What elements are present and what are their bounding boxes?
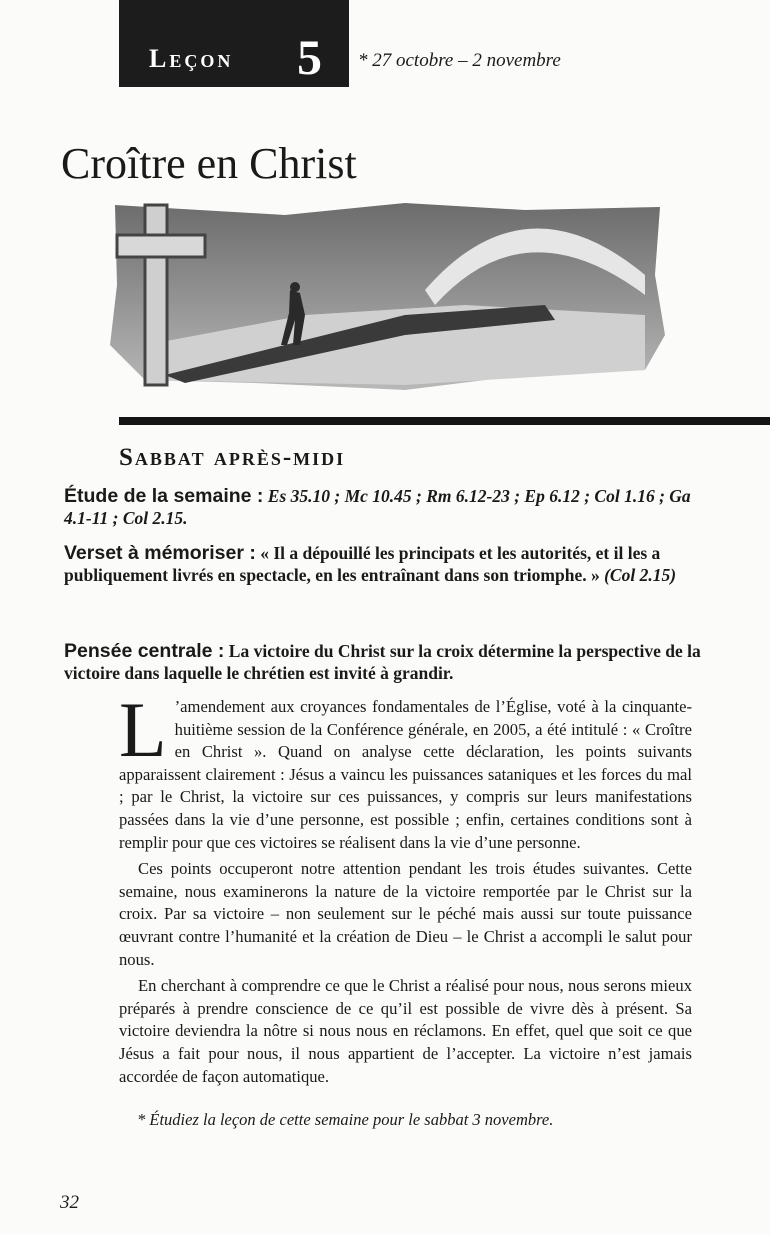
verset-block <box>64 542 694 586</box>
body-text <box>119 686 692 1088</box>
pensee-label: Pensée centrale : <box>64 640 225 662</box>
etude-block <box>64 485 694 529</box>
pensee-text: La victoire du Christ sur la croix détermine la perspective de la victoire dans laquelle le chrétien est invité à grandir. <box>64 641 701 683</box>
lesson-number: 5 <box>297 29 322 85</box>
verset-text: « Il a dépouillé les principats et les autorités, et il les a publiquement livrés en spectacle, en les entraînant dans son triomphe. » <box>64 543 661 585</box>
paragraph-2: Ces points occuperont notre attention pendant les trois études suivantes. Cette semaine, nous examinerons la nature de la victoire remportée par le Christ sur la croix. Par sa victoire – non seulement sur le péché mais aussi sur toute puissance œuvrant contre l’humanité et la création de Dieu – le Christ a accompli le salut pour nous. <box>119 859 692 969</box>
section-heading: Sabbat après-midi <box>119 444 346 471</box>
paragraph-1-text: ’amendement aux croyances fondamentales de l’Église, voté à la cinquante-huitième session de la Conférence générale, en 2005, a été intitulé : « Croître en Christ ». Quand on analyse cette déclaration, les points suivants apparaissent clairement : Jésus a vaincu les puissances sataniques et les forces du mal ; par le Christ, la victoire sur ces puissances, y compris sur leurs manifestations passées dans la vie d’une personne, est possible ; enfin, certaines conditions sont à remplir pour que ces victoires se réalisent dans la vie d’une personne. <box>119 697 692 852</box>
verset-ref: (Col 2.15) <box>604 565 677 585</box>
etude-label: Étude de la semaine : <box>64 485 264 507</box>
lesson-dates: * 27 octobre – 2 novembre <box>358 50 561 71</box>
pensee-block <box>64 640 704 684</box>
lesson-banner <box>119 0 349 87</box>
lesson-word: Leçon <box>149 44 234 73</box>
footnote: * Étudiez la leçon de cette semaine pour le sabbat 3 novembre. <box>137 1110 554 1129</box>
etude-refs: Es 35.10 ; Mc 10.45 ; Rm 6.12-23 ; Ep 6.12 ; Col 1.16 ; Ga 4.1-11 ; Col 2.15. <box>64 486 691 528</box>
lesson-title: Croître en Christ <box>61 139 357 188</box>
verset-label: Verset à mémoriser : <box>64 542 256 564</box>
paragraph-1 <box>119 686 692 854</box>
paragraph-3: En cherchant à comprendre ce que le Christ a réalisé pour nous, nous serons mieux préparés à prendre conscience de ce qu’il est possible de vivre dès à présent. Sa victoire deviendra la nôtre si nous nous en réclamons. En effet, quel que soit ce que Jésus a fait pour nous, il nous appartient de l’accepter. La victoire n’est jamais accordée de façon automatique. <box>119 976 692 1086</box>
drop-cap: L <box>119 686 167 773</box>
cross-illustration <box>105 195 665 395</box>
section-divider <box>119 417 770 425</box>
page-number: 32 <box>60 1192 79 1213</box>
